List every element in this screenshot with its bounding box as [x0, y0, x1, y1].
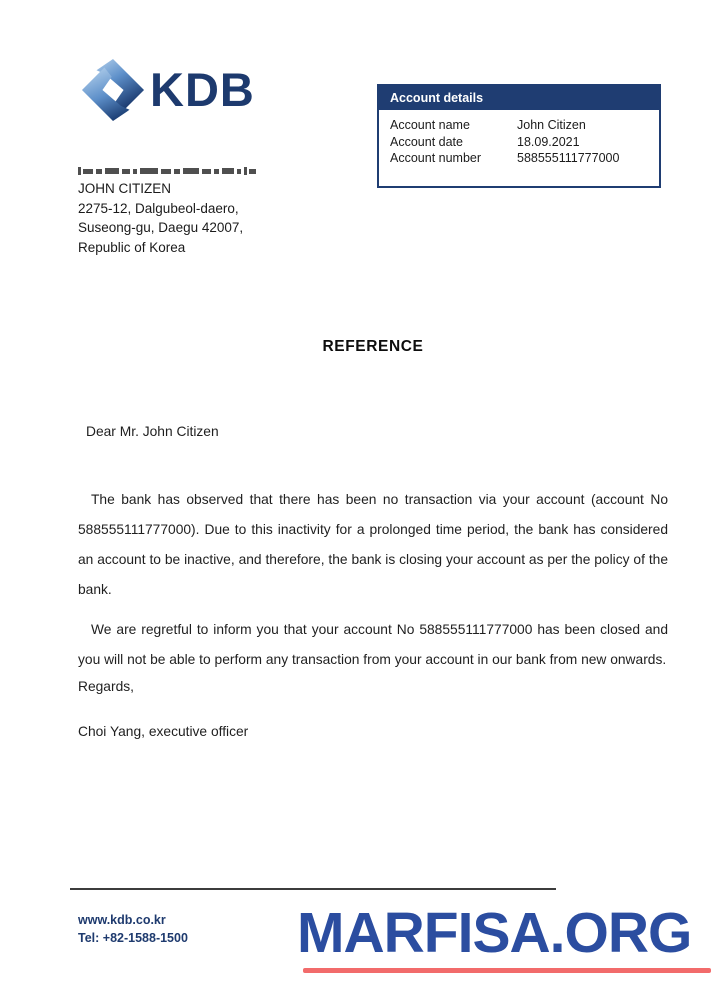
footer-contact-block	[78, 911, 188, 947]
account-details-box	[377, 84, 661, 188]
account-number-value: 588555111777000	[517, 151, 620, 165]
account-date-label: Account date	[390, 134, 463, 149]
footer-divider	[70, 888, 556, 890]
kdb-logo-icon	[79, 57, 147, 123]
footer-phone: Tel: +82-1588-1500	[78, 931, 188, 945]
account-name-label: Account name	[390, 118, 470, 132]
letter-paragraph-1: The bank has observed that there has been no transaction via your account (account No 588555111777000). Due to this inactivity for a prolonged time period, the bank has considered an account to be inactive, and therefore, the bank is closing your account as per the policy of the bank.	[78, 491, 668, 597]
marfisa-watermark: MARFISA.ORG	[297, 901, 692, 965]
letter-salutation: Dear Mr. John Citizen	[86, 424, 219, 439]
account-details-title: Account details	[379, 86, 659, 110]
letter-title: REFERENCE	[322, 338, 424, 355]
account-name-value: John Citizen	[517, 118, 586, 132]
footer-website: www.kdb.co.kr	[78, 913, 166, 927]
account-number-row	[390, 150, 648, 167]
account-number-label: Account number	[390, 151, 482, 165]
recipient-address-block	[78, 167, 258, 257]
account-name-row	[390, 117, 648, 134]
account-date-row	[390, 134, 648, 151]
recipient-address-line1: 2275-12, Dalgubeol-daero,	[78, 200, 239, 216]
letter-closing: Regards,	[78, 679, 134, 694]
kdb-wordmark: KDB	[150, 63, 255, 116]
recipient-address-line2: Suseong-gu, Daegu 42007,	[78, 220, 244, 235]
kdb-logo	[79, 57, 255, 123]
account-date-value: 18.09.2021	[517, 134, 580, 149]
letter-signature: Choi Yang, executive officer	[78, 724, 249, 739]
letter-paragraph-2: We are regretful to inform you that your account No 588555111777000 has been closed and you will not be able to perform any transaction from your account in our bank from new onwards.	[78, 621, 668, 667]
recipient-address-line3: Republic of Korea	[78, 239, 186, 255]
marfisa-watermark-underline	[303, 968, 711, 973]
account-details-rows	[379, 110, 659, 167]
recipient-name: JOHN CITIZEN	[78, 181, 171, 196]
barcode-line	[78, 167, 258, 176]
